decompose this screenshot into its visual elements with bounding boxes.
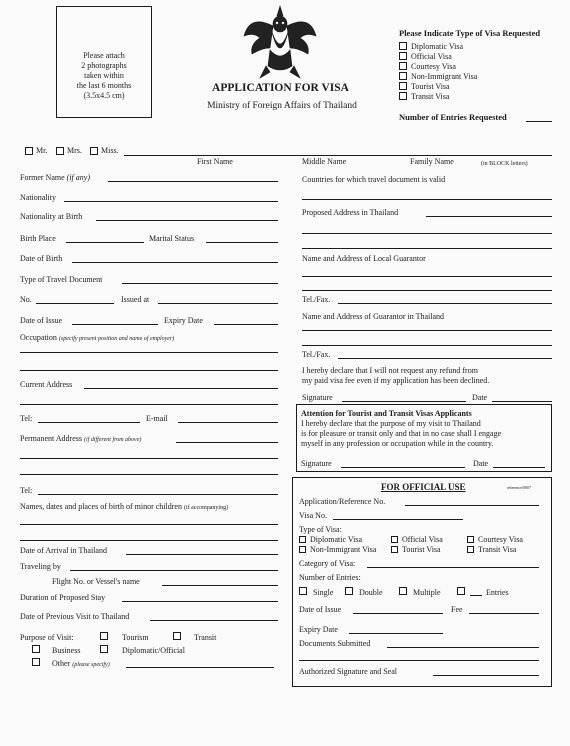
entries-checkbox[interactable] [457,587,465,595]
permanent-address-line-2[interactable] [20,458,278,459]
off-type-label: Non-Immigrant Visa [310,545,377,554]
expiry-date-line[interactable] [214,324,278,325]
attention-title: Attention for Tourist and Transit Visas Applicants [301,409,472,418]
visa-no-line[interactable] [333,519,463,520]
signature-label: Signature [302,393,333,402]
traveling-by-label: Traveling by [20,562,61,571]
date2-label: Date [473,459,489,468]
category-label: Category of Visa: [299,559,356,568]
type-of-visa-label: Type of Visa: [299,525,342,534]
first-name-label: First Name [197,157,233,166]
off-date-issue-label: Date of Issue [299,605,342,614]
form-subtitle: Ministry of Foreign Affairs of Thailand [207,101,357,111]
other-checkbox[interactable] [32,658,40,666]
date-label: Date [472,393,488,402]
auth-signature-label: Authorized Signature and Seal [299,667,397,676]
fee-label: Fee [451,605,463,614]
visa-official-checkbox[interactable] [399,52,407,60]
docs-submitted-line-1[interactable] [387,647,539,648]
tourism-label: Tourism [122,633,149,642]
dob-line[interactable] [72,262,278,263]
visa-transit-checkbox[interactable] [399,92,407,100]
tel2-label: Tel: [20,486,33,495]
block-letters-note: (in BLOCK letters) [481,161,528,167]
local-guarantor-line-2[interactable] [302,290,552,291]
transit-checkbox[interactable] [173,632,181,640]
email-line[interactable] [178,422,278,423]
visa-courtesy-checkbox[interactable] [399,62,407,70]
transit-label: Transit [194,633,217,642]
visa-tourist-checkbox[interactable] [399,82,407,90]
fee-line[interactable] [469,613,539,614]
off-type-label: Transit Visa [478,545,517,554]
nationality-label: Nationality [20,193,56,202]
permanent-address-label: Permanent Address (if different from above) [20,434,142,443]
current-address-label: Current Address [20,380,73,389]
travel-doc-type-label: Type of Travel Document [20,275,103,284]
proposed-address-label: Proposed Address in Thailand [302,208,399,217]
visa-option-label: Official Visa [411,52,452,61]
miss-label: Miss. [101,146,119,155]
multiple-label: Multiple [413,588,441,597]
off-type-label: Diplomatic Visa [310,535,363,544]
proposed-address-line-1[interactable] [426,216,552,217]
issued-at-label: Issued at [121,295,150,304]
docs-submitted-line-2[interactable] [299,660,539,661]
minors-label: Names, dates and places of birth of minor children (if accompanying) [20,502,229,511]
nationality-birth-line[interactable] [96,220,278,221]
multiple-checkbox[interactable] [399,587,407,595]
off-date-issue-line[interactable] [353,613,443,614]
visa-option-label: Transit Visa [411,92,450,101]
diplomatic-purpose-label: Diplomatic/Official [122,646,185,655]
garuda-emblem-icon [240,4,320,80]
app-ref-line[interactable] [405,505,539,506]
travel-doc-type-line[interactable] [122,283,278,284]
guarantor-thailand-line-2[interactable] [302,345,552,346]
mrs-label: Mrs. [67,146,82,155]
attention-text: I hereby declare that the purpose of my visit to Thailand is for pleasure or transit only and that in no case shall I engage myself in any profession or occupation while in the country. [301,419,502,448]
entries-requested-label: Number of Entries Requested [399,112,507,122]
telfax1-line[interactable] [338,303,552,304]
visa-option-label: Diplomatic Visa [411,42,464,51]
diplomatic-purpose-checkbox[interactable] [100,645,108,653]
occupation-line-2[interactable] [20,370,278,371]
traveling-by-line[interactable] [70,570,278,571]
double-label: Double [359,588,383,597]
guarantor-thailand-line-1[interactable] [302,330,552,331]
former-name-label: Former Name (if any) [20,173,90,182]
current-address-line-2[interactable] [20,404,278,405]
telfax2-line[interactable] [338,358,552,359]
off-expiry-label: Expiry Date [299,625,338,634]
visa-nonimmigrant-checkbox[interactable] [399,72,407,80]
nationality-birth-label: Nationality at Birth [20,212,83,221]
refund-declaration: I hereby declare that I will not request any refund from my paid visa fee even if my application has been declined. [302,366,490,385]
proposed-address-line-3[interactable] [302,248,552,249]
date2-line[interactable] [493,467,545,468]
date-line[interactable] [492,401,552,402]
entries-requested-line[interactable] [526,121,552,122]
visa-option-label: Non-Immigrant Visa [411,72,478,81]
off-tourist-checkbox[interactable] [391,546,398,553]
email-label: E-mail [146,414,168,423]
business-label: Business [52,646,81,655]
visa-no-label: Visa No. [299,511,327,520]
proposed-address-line-2[interactable] [302,233,552,234]
off-diplomatic-checkbox[interactable] [299,536,306,543]
permanent-address-line-1[interactable] [176,442,278,443]
business-checkbox[interactable] [32,645,40,653]
single-label: Single [313,588,334,597]
signature2-label: Signature [301,459,332,468]
family-name-label: Family Name [410,157,454,166]
other-label: Other (please specify) [52,659,110,668]
official-ref-code: reference/0807 [507,485,531,490]
telfax1-label: Tel./Fax. [302,295,331,304]
off-type-label: Official Visa [402,535,443,544]
date-issue-label: Date of Issue [20,316,63,325]
flight-label: Flight No. or Vessel's name [52,577,140,586]
visa-option-label: Tourist Visa [411,82,450,91]
doc-no-label: No. [20,295,32,304]
countries-label: Countries for which travel document is valid [302,175,446,184]
off-official-checkbox[interactable] [391,536,398,543]
signature-line[interactable] [342,401,466,402]
birth-place-label: Birth Place [20,234,56,243]
expiry-date-label: Expiry Date [164,316,203,325]
visa-type-heading: Please Indicate Type of Visa Requested [399,28,541,38]
off-nonimmigrant-checkbox[interactable] [299,546,306,553]
dob-label: Date of Birth [20,254,63,263]
issued-at-line[interactable] [158,303,278,304]
mrs-checkbox[interactable] [56,147,64,155]
minors-line-2[interactable] [20,540,278,541]
occupation-line-1[interactable] [20,352,278,353]
guarantor-thailand-label: Name and Address of Guarantor in Thailand [302,312,445,321]
duration-line[interactable] [122,601,278,602]
name-line[interactable] [124,155,552,156]
docs-submitted-label: Documents Submitted [299,639,371,648]
tel-label: Tel: [20,414,33,423]
tourism-checkbox[interactable] [100,632,108,640]
off-type-label: Courtesy Visa [478,535,523,544]
single-checkbox[interactable] [299,587,307,595]
auth-signature-line[interactable] [433,675,539,676]
category-line[interactable] [367,567,539,568]
marital-status-label: Marital Status [149,234,195,243]
flight-line[interactable] [162,585,278,586]
nationality-line[interactable] [64,201,278,202]
occupation-label: Occupation (specify present position and name of employer) [20,333,175,342]
duration-label: Duration of Proposed Stay [20,593,106,602]
tel-line[interactable] [38,422,140,423]
middle-name-label: Middle Name [302,157,347,166]
visa-diplomatic-checkbox[interactable] [399,42,407,50]
arrival-label: Date of Arrival in Thailand [20,546,107,555]
prev-visit-line[interactable] [150,620,278,621]
double-checkbox[interactable] [345,587,353,595]
entries-count-line[interactable] [470,595,482,596]
off-type-label: Tourist Visa [402,545,441,554]
purpose-label: Purpose of Visit: [20,633,74,642]
photo-attachment-box [56,6,152,118]
official-use-heading: FOR OFFICIAL USE [381,482,466,492]
countries-line[interactable] [302,199,552,200]
doc-no-line[interactable] [36,303,114,304]
num-entries-label: Number of Entries: [299,573,361,582]
official-use-box [292,477,552,687]
former-name-line[interactable] [108,181,278,182]
form-title: APPLICATION FOR VISA [212,82,349,94]
off-transit-checkbox[interactable] [467,546,474,553]
visa-option-label: Courtesy Visa [411,62,456,71]
app-ref-label: Application/Reference No. [299,497,386,506]
date-issue-line[interactable] [72,324,158,325]
signature2-line[interactable] [341,467,465,468]
marital-status-line[interactable] [206,242,278,243]
mr-checkbox[interactable] [25,147,33,155]
arrival-line[interactable] [126,554,278,555]
permanent-address-line-3[interactable] [20,474,278,475]
miss-checkbox[interactable] [90,147,98,155]
off-courtesy-checkbox[interactable] [467,536,474,543]
off-expiry-line[interactable] [349,633,443,634]
birth-place-line[interactable] [66,242,144,243]
entries-label: Entries [486,588,509,597]
other-line[interactable] [126,667,274,668]
prev-visit-label: Date of Previous Visit to Thailand [20,612,130,621]
local-guarantor-label: Name and Address of Local Guarantor [302,254,426,263]
local-guarantor-line-1[interactable] [302,276,552,277]
current-address-line-1[interactable] [84,388,278,389]
telfax2-label: Tel./Fax. [302,350,331,359]
photo-note: Please attach 2 photographs taken within the last 6 months (3.5x4.5 cm) [76,51,132,100]
tourist-transit-declaration-box [296,404,552,472]
mr-label: Mr. [36,146,48,155]
tel2-line[interactable] [38,494,278,495]
minors-line-1[interactable] [20,524,278,525]
